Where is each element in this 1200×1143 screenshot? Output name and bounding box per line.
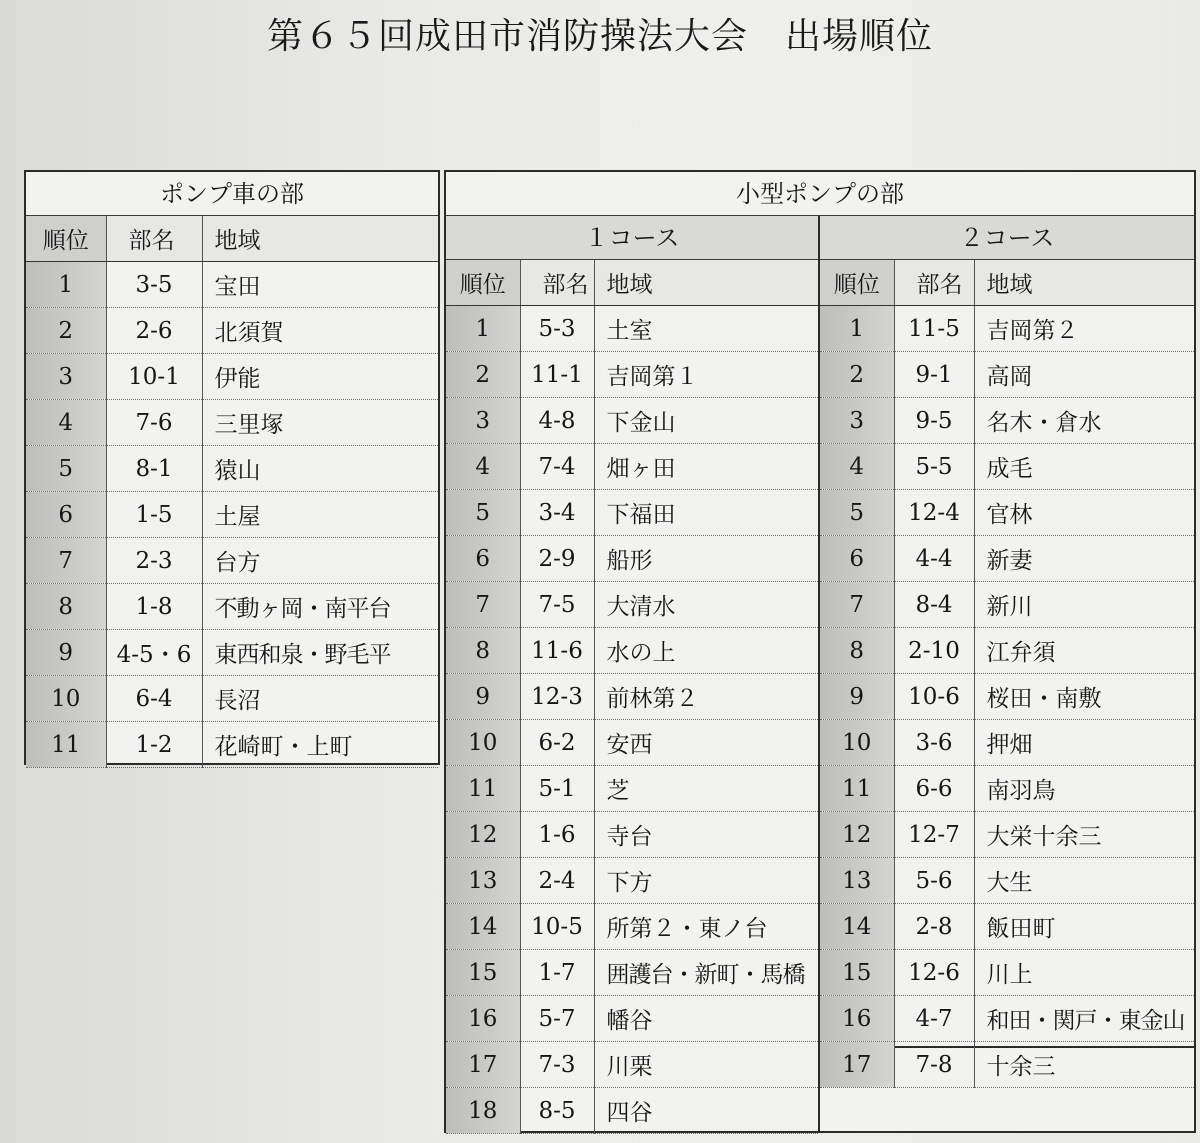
area-cell: 大栄十余三 bbox=[974, 812, 1194, 858]
area-cell: 船形 bbox=[594, 536, 818, 582]
unit-cell: 12-6 bbox=[894, 950, 974, 996]
unit-cell: 5-3 bbox=[520, 306, 594, 352]
area-cell: 下金山 bbox=[594, 398, 818, 444]
area-cell: 不動ヶ岡・南平台 bbox=[202, 584, 438, 630]
unit-cell: 7-3 bbox=[520, 1042, 594, 1088]
table-row bbox=[820, 904, 1194, 950]
table-row bbox=[446, 858, 818, 904]
unit-cell: 2-10 bbox=[894, 628, 974, 674]
area-cell: 長沼 bbox=[202, 676, 438, 722]
unit-cell: 2-8 bbox=[894, 904, 974, 950]
area-cell: 芝 bbox=[594, 766, 818, 812]
area-cell: 下方 bbox=[594, 858, 818, 904]
area-cell: 水の上 bbox=[594, 628, 818, 674]
rank-cell: 14 bbox=[446, 904, 520, 950]
area-cell: 下福田 bbox=[594, 490, 818, 536]
rank-cell: 7 bbox=[26, 538, 106, 584]
unit-cell: 7-6 bbox=[106, 400, 202, 446]
area-cell: 十余三 bbox=[974, 1042, 1194, 1088]
area-cell: 大清水 bbox=[594, 582, 818, 628]
unit-cell: 1-7 bbox=[520, 950, 594, 996]
area-cell: 台方 bbox=[202, 538, 438, 584]
course-2-heading: ２コース bbox=[820, 216, 1194, 260]
unit-header: 部名 bbox=[106, 216, 202, 262]
table-row bbox=[820, 490, 1194, 536]
table-header-row bbox=[820, 260, 1194, 306]
rank-cell: 18 bbox=[446, 1088, 520, 1134]
unit-cell: 3-5 bbox=[106, 262, 202, 308]
table-row bbox=[446, 582, 818, 628]
unit-header: 部名 bbox=[520, 260, 594, 306]
rank-cell: 8 bbox=[820, 628, 894, 674]
small-pump-division-table bbox=[444, 170, 1196, 1133]
rank-cell: 10 bbox=[820, 720, 894, 766]
unit-cell: 10-1 bbox=[106, 354, 202, 400]
area-cell: 新妻 bbox=[974, 536, 1194, 582]
course-1-table bbox=[446, 260, 818, 1134]
unit-cell: 12-3 bbox=[520, 674, 594, 720]
rank-cell: 6 bbox=[820, 536, 894, 582]
rank-cell: 4 bbox=[26, 400, 106, 446]
table-row bbox=[446, 444, 818, 490]
unit-cell: 2-6 bbox=[106, 308, 202, 354]
table-row bbox=[26, 630, 438, 676]
unit-cell: 6-6 bbox=[894, 766, 974, 812]
area-cell: 宝田 bbox=[202, 262, 438, 308]
unit-cell: 2-9 bbox=[520, 536, 594, 582]
table-row bbox=[820, 812, 1194, 858]
area-header: 地域 bbox=[974, 260, 1194, 306]
table-row bbox=[446, 1042, 818, 1088]
area-cell: 寺台 bbox=[594, 812, 818, 858]
unit-cell: 7-8 bbox=[894, 1042, 974, 1088]
rank-cell: 4 bbox=[820, 444, 894, 490]
unit-cell: 8-1 bbox=[106, 446, 202, 492]
unit-cell: 11-5 bbox=[894, 306, 974, 352]
unit-cell: 4-7 bbox=[894, 996, 974, 1042]
small-pump-division-heading: 小型ポンプの部 bbox=[446, 172, 1194, 216]
table-row bbox=[820, 306, 1194, 352]
table-row bbox=[26, 400, 438, 446]
rank-cell: 9 bbox=[820, 674, 894, 720]
table-row bbox=[446, 398, 818, 444]
table-row bbox=[26, 492, 438, 538]
table-row bbox=[446, 628, 818, 674]
rank-cell: 2 bbox=[446, 352, 520, 398]
table-row bbox=[820, 536, 1194, 582]
rank-cell: 17 bbox=[446, 1042, 520, 1088]
area-cell: 前林第２ bbox=[594, 674, 818, 720]
unit-cell: 10-6 bbox=[894, 674, 974, 720]
area-cell: 南羽鳥 bbox=[974, 766, 1194, 812]
area-cell: 新川 bbox=[974, 582, 1194, 628]
rank-cell: 8 bbox=[26, 584, 106, 630]
rank-cell: 2 bbox=[26, 308, 106, 354]
area-cell: 幡谷 bbox=[594, 996, 818, 1042]
unit-cell: 4-8 bbox=[520, 398, 594, 444]
course-1-section bbox=[446, 216, 820, 1131]
rank-header: 順位 bbox=[820, 260, 894, 306]
unit-cell: 2-4 bbox=[520, 858, 594, 904]
rank-cell: 4 bbox=[446, 444, 520, 490]
unit-cell: 1-8 bbox=[106, 584, 202, 630]
rank-header: 順位 bbox=[446, 260, 520, 306]
area-cell: 江弁須 bbox=[974, 628, 1194, 674]
unit-cell: 5-6 bbox=[894, 858, 974, 904]
area-cell: 東西和泉・野毛平 bbox=[202, 630, 438, 676]
rank-cell: 12 bbox=[820, 812, 894, 858]
table-row bbox=[26, 262, 438, 308]
rank-cell: 5 bbox=[820, 490, 894, 536]
unit-cell: 12-7 bbox=[894, 812, 974, 858]
table-row bbox=[446, 306, 818, 352]
rank-cell: 14 bbox=[820, 904, 894, 950]
rank-cell: 15 bbox=[820, 950, 894, 996]
rank-cell: 6 bbox=[446, 536, 520, 582]
unit-cell: 5-7 bbox=[520, 996, 594, 1042]
area-cell: 伊能 bbox=[202, 354, 438, 400]
table-row bbox=[820, 398, 1194, 444]
unit-cell: 1-2 bbox=[106, 722, 202, 768]
area-cell: 押畑 bbox=[974, 720, 1194, 766]
rank-cell: 8 bbox=[446, 628, 520, 674]
course-2-section bbox=[820, 216, 1194, 1080]
unit-cell: 6-2 bbox=[520, 720, 594, 766]
unit-cell: 1-6 bbox=[520, 812, 594, 858]
rank-cell: 10 bbox=[446, 720, 520, 766]
unit-cell: 4-5・6 bbox=[106, 630, 202, 676]
table-row bbox=[26, 676, 438, 722]
rank-cell: 3 bbox=[820, 398, 894, 444]
rank-cell: 9 bbox=[446, 674, 520, 720]
area-cell: 所第２・東ノ台 bbox=[594, 904, 818, 950]
area-header: 地域 bbox=[594, 260, 818, 306]
table-row bbox=[446, 352, 818, 398]
table-row bbox=[820, 674, 1194, 720]
rank-cell: 10 bbox=[26, 676, 106, 722]
area-cell: 畑ヶ田 bbox=[594, 444, 818, 490]
unit-cell: 8-5 bbox=[520, 1088, 594, 1134]
rank-cell: 7 bbox=[446, 582, 520, 628]
area-cell: 高岡 bbox=[974, 352, 1194, 398]
table-row bbox=[820, 582, 1194, 628]
rank-cell: 5 bbox=[446, 490, 520, 536]
table-row bbox=[26, 722, 438, 768]
area-cell: 安西 bbox=[594, 720, 818, 766]
table-header-row bbox=[26, 216, 438, 262]
rank-cell: 1 bbox=[26, 262, 106, 308]
table-row bbox=[820, 766, 1194, 812]
unit-cell: 1-5 bbox=[106, 492, 202, 538]
table-row bbox=[446, 674, 818, 720]
table-row bbox=[446, 766, 818, 812]
table-row bbox=[446, 812, 818, 858]
area-cell: 花崎町・上町 bbox=[202, 722, 438, 768]
rank-cell: 15 bbox=[446, 950, 520, 996]
unit-cell: 11-1 bbox=[520, 352, 594, 398]
rank-cell: 13 bbox=[446, 858, 520, 904]
area-cell: 名木・倉水 bbox=[974, 398, 1194, 444]
table-row bbox=[26, 354, 438, 400]
table-row bbox=[446, 490, 818, 536]
table-row bbox=[26, 446, 438, 492]
rank-cell: 1 bbox=[820, 306, 894, 352]
table-row bbox=[820, 1042, 1194, 1088]
table-row bbox=[26, 308, 438, 354]
unit-cell: 7-5 bbox=[520, 582, 594, 628]
area-cell: 大生 bbox=[974, 858, 1194, 904]
area-cell: 桜田・南敷 bbox=[974, 674, 1194, 720]
area-cell: 北須賀 bbox=[202, 308, 438, 354]
pump-division-heading: ポンプ車の部 bbox=[26, 172, 438, 216]
table-row bbox=[26, 584, 438, 630]
area-header: 地域 bbox=[202, 216, 438, 262]
unit-cell: 4-4 bbox=[894, 536, 974, 582]
table-header-row bbox=[446, 260, 818, 306]
area-cell: 四谷 bbox=[594, 1088, 818, 1134]
area-cell: 囲護台・新町・馬橋 bbox=[594, 950, 818, 996]
area-cell: 飯田町 bbox=[974, 904, 1194, 950]
table-row bbox=[26, 538, 438, 584]
area-cell: 吉岡第１ bbox=[594, 352, 818, 398]
unit-cell: 8-4 bbox=[894, 582, 974, 628]
unit-cell: 11-6 bbox=[520, 628, 594, 674]
course-1-table-body bbox=[446, 306, 818, 1134]
rank-cell: 16 bbox=[446, 996, 520, 1042]
unit-cell: 5-5 bbox=[894, 444, 974, 490]
area-cell: 三里塚 bbox=[202, 400, 438, 446]
rank-cell: 3 bbox=[26, 354, 106, 400]
unit-cell: 6-4 bbox=[106, 676, 202, 722]
table-row bbox=[820, 628, 1194, 674]
table-row bbox=[446, 536, 818, 582]
area-cell: 川上 bbox=[974, 950, 1194, 996]
unit-cell: 5-1 bbox=[520, 766, 594, 812]
unit-cell: 7-4 bbox=[520, 444, 594, 490]
table-row bbox=[446, 1088, 818, 1134]
area-cell: 官林 bbox=[974, 490, 1194, 536]
unit-header: 部名 bbox=[894, 260, 974, 306]
rank-cell: 13 bbox=[820, 858, 894, 904]
table-row bbox=[820, 858, 1194, 904]
rank-cell: 11 bbox=[820, 766, 894, 812]
area-cell: 猿山 bbox=[202, 446, 438, 492]
rank-cell: 2 bbox=[820, 352, 894, 398]
unit-cell: 2-3 bbox=[106, 538, 202, 584]
unit-cell: 9-5 bbox=[894, 398, 974, 444]
rank-cell: 9 bbox=[26, 630, 106, 676]
unit-cell: 3-4 bbox=[520, 490, 594, 536]
table-row bbox=[446, 720, 818, 766]
table-row bbox=[446, 996, 818, 1042]
rank-cell: 6 bbox=[26, 492, 106, 538]
rank-cell: 5 bbox=[26, 446, 106, 492]
table-row bbox=[820, 352, 1194, 398]
unit-cell: 12-4 bbox=[894, 490, 974, 536]
rank-cell: 1 bbox=[446, 306, 520, 352]
table-row bbox=[820, 950, 1194, 996]
rank-cell: 17 bbox=[820, 1042, 894, 1088]
area-cell: 土室 bbox=[594, 306, 818, 352]
unit-cell: 3-6 bbox=[894, 720, 974, 766]
rank-cell: 3 bbox=[446, 398, 520, 444]
rank-cell: 12 bbox=[446, 812, 520, 858]
pump-table-body bbox=[26, 262, 438, 768]
course-1-heading: １コース bbox=[446, 216, 818, 260]
area-cell: 川栗 bbox=[594, 1042, 818, 1088]
rank-cell: 16 bbox=[820, 996, 894, 1042]
rank-cell: 7 bbox=[820, 582, 894, 628]
table-row bbox=[446, 904, 818, 950]
unit-cell: 10-5 bbox=[520, 904, 594, 950]
pump-results-table bbox=[26, 216, 438, 768]
rank-header: 順位 bbox=[26, 216, 106, 262]
table-row bbox=[446, 950, 818, 996]
table-row bbox=[820, 444, 1194, 490]
page-title: 第６５回成田市消防操法大会 出場順位 bbox=[266, 16, 933, 57]
area-cell: 和田・関戸・東金山 bbox=[974, 996, 1194, 1042]
table-row bbox=[820, 720, 1194, 766]
pump-division-table bbox=[24, 170, 440, 765]
area-cell: 成毛 bbox=[974, 444, 1194, 490]
rank-cell: 11 bbox=[26, 722, 106, 768]
table-row bbox=[820, 996, 1194, 1042]
rank-cell: 11 bbox=[446, 766, 520, 812]
area-cell: 吉岡第２ bbox=[974, 306, 1194, 352]
unit-cell: 9-1 bbox=[894, 352, 974, 398]
area-cell: 土屋 bbox=[202, 492, 438, 538]
course-2-table bbox=[820, 260, 1194, 1088]
course-2-table-body bbox=[820, 306, 1194, 1088]
